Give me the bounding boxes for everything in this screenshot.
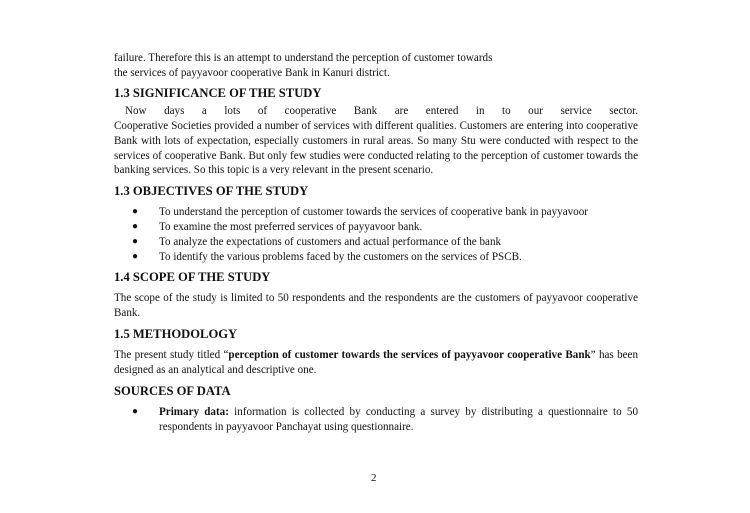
heading-scope: 1.4 SCOPE OF THE STUDY — [114, 269, 271, 284]
methodology-text-post: ” has been designed as an analytical and descriptive one. — [114, 348, 639, 376]
objective-item — [114, 220, 638, 235]
scope-paragraph: The scope of the study is limited to 50 respondents and the respondents are the customers of payyavoor cooperative Bank. — [114, 291, 638, 319]
intro-line-1: failure. Therefore this is an attempt to understand the perception of customer towards — [114, 52, 493, 64]
bullet-icon: ● — [132, 236, 139, 248]
study-title: perception of customer towards the services of payyavoor cooperative Bank — [228, 348, 591, 361]
objective-text: To analyze the expectations of customers and actual performance of the bank — [159, 236, 502, 249]
heading-objectives: 1.3 OBJECTIVES OF THE STUDY — [114, 184, 309, 199]
methodology-paragraph — [114, 348, 638, 378]
page-number: 2 — [371, 472, 377, 484]
bullet-icon: ● — [132, 405, 139, 417]
significance-paragraph: Cooperative Societies provided a number of services with different qualities. Customers are entering into cooperative Bank with lots of expectation, especially customers in rural areas. So many Stu were conducted with respect to the services of cooperative Bank. But only few studies were conducted relating to the perception of customer towards the banking services. So this topic is a very relevant in the present scenario. — [114, 119, 638, 177]
significance-first-line — [114, 104, 638, 119]
heading-significance: 1.3 SIGNIFICANCE OF THE STUDY — [114, 85, 322, 100]
intro-line-2: the services of payyavoor cooperative Bank in Kanuri district. — [114, 66, 390, 79]
objective-text: To understand the perception of customer towards the services of cooperative bank in payyavoor — [159, 206, 588, 219]
page-content — [114, 51, 638, 434]
bullet-icon: ● — [132, 251, 139, 263]
objective-text: To examine the most preferred services of payyavoor bank. — [159, 221, 423, 234]
objective-item — [114, 205, 638, 220]
heading-methodology: 1.5 METHODOLOGY — [114, 326, 238, 341]
intro-paragraph — [114, 51, 638, 81]
methodology-text-pre: The present study titled “ — [114, 348, 229, 361]
objective-item — [114, 250, 638, 265]
source-item — [114, 405, 638, 435]
objective-item — [114, 235, 638, 250]
objective-text: To identify the various problems faced by the customers on the services of PSCB. — [159, 251, 522, 264]
heading-sources-of-data: SOURCES OF DATA — [114, 383, 231, 398]
bullet-icon: ● — [132, 206, 139, 218]
significance-line-1: Now days a lots of cooperative Bank are entered in to our service sector. — [125, 104, 638, 117]
sources-list — [114, 405, 638, 435]
objectives-list — [114, 205, 638, 265]
bullet-icon: ● — [132, 221, 139, 233]
primary-data-text: information is collected by conducting a survey by distributing a questionnaire to 50 respondents in payyavoor Panchayat using questionnaire. — [159, 405, 638, 433]
primary-data-label: Primary data: — [159, 405, 229, 418]
